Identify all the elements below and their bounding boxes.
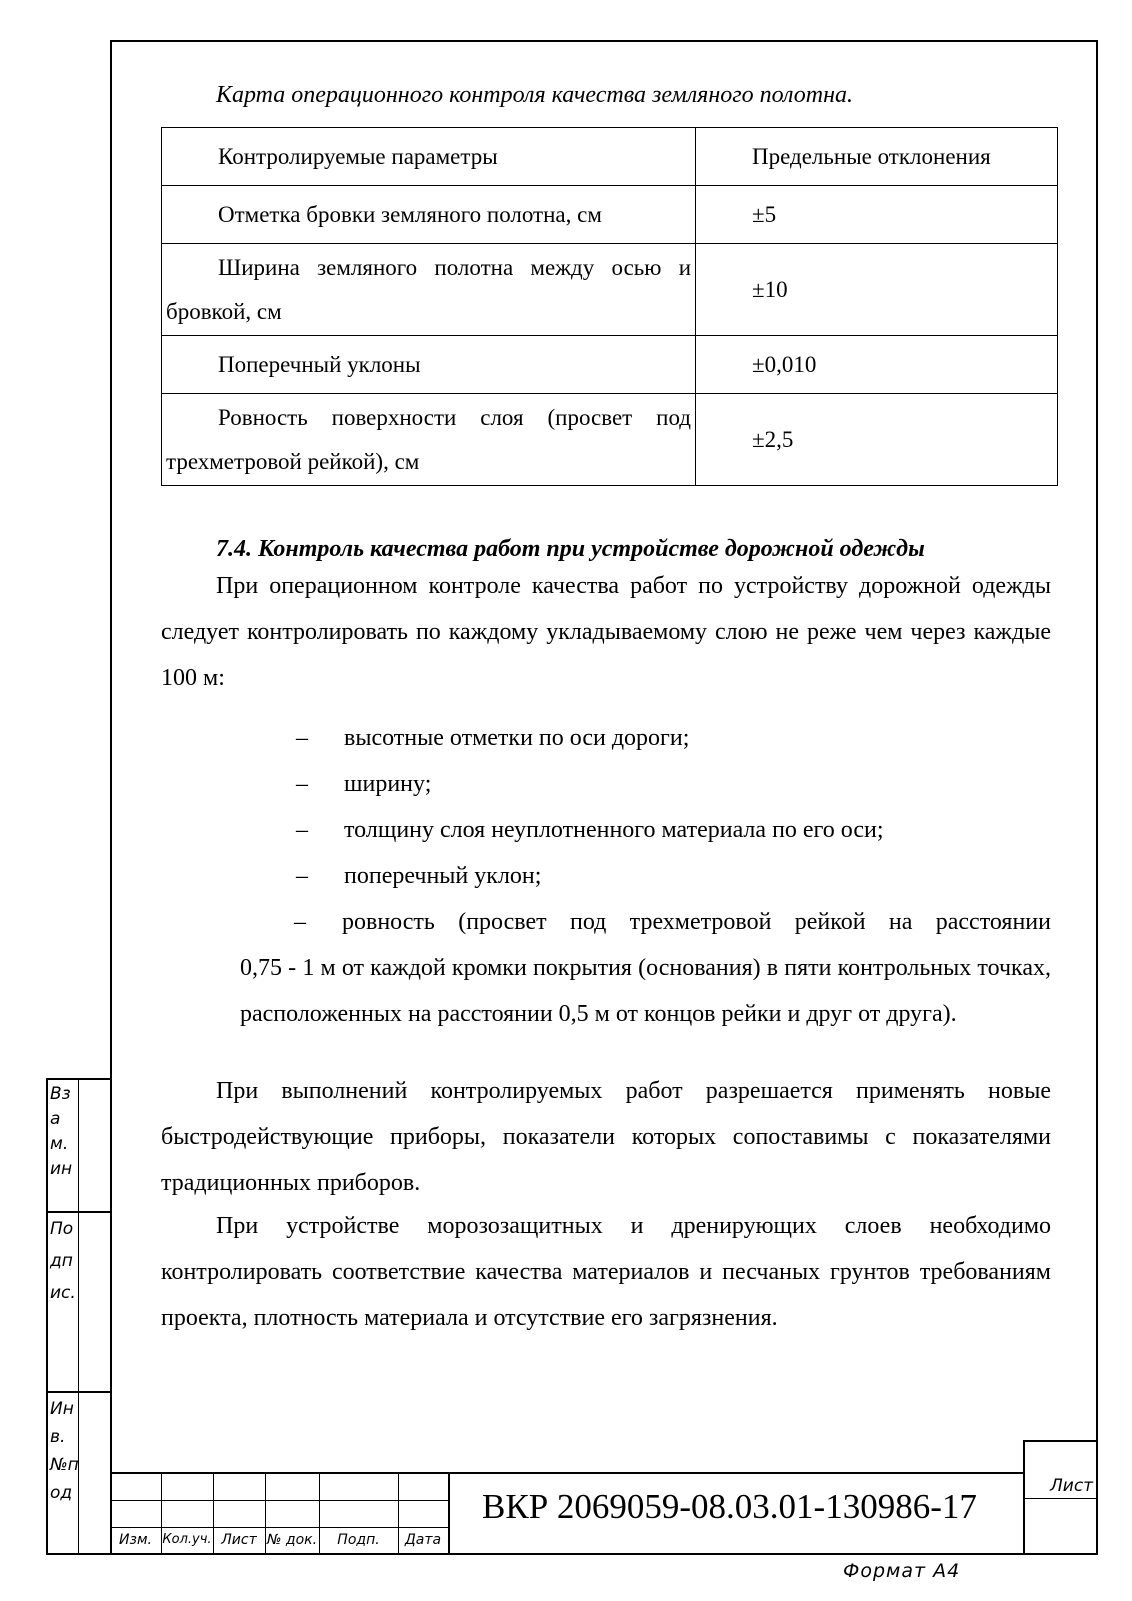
value-cell: ±10 [696, 244, 1058, 336]
paragraph-devices: При выполнений контролируемых работ разрешается применять новые быстродействующие приборы, показатели которых сопоставимы с показателями традиционных приборов. [161, 1078, 1051, 1196]
param-cell: Ширина земляного полотна между осью и бровкой, см [162, 244, 696, 336]
side-stamp-box-inventory: Инв.№под [46, 1391, 110, 1555]
list-item: – высотные отметки по оси дороги; [296, 725, 690, 751]
control-table [161, 127, 1058, 486]
header-deviations: Предельные отклонения [696, 128, 1058, 186]
table-row [162, 336, 1058, 394]
header-parameters: Контролируемые параметры [162, 128, 696, 186]
sheet-label: Лист [1050, 1476, 1094, 1496]
param-cell: Отметка бровки земляного полотна, см [162, 186, 696, 244]
section-heading: 7.4. Контроль качества работ при устройстве дорожной одежды [216, 536, 925, 562]
param-cell: Ровность поверхности слоя (просвет под трехметровой рейкой), см [162, 394, 696, 486]
value-cell: ±2,5 [696, 394, 1058, 486]
table-row [162, 244, 1058, 336]
list-item: – поперечный уклон; [296, 863, 542, 889]
table-row [162, 186, 1058, 244]
list-item: – ширину; [296, 771, 432, 797]
table-caption: Карта операционного контроля качества земляного полотна. [216, 82, 854, 108]
paragraph-frost-layers: При устройстве морозозащитных и дренирующих слоев необходимо контролировать соответствие качества материалов и песчаных грунтов требованиям проекта, плотность материала и отсутствие его загрязнения. [161, 1213, 1051, 1331]
check-list [240, 715, 1051, 1037]
side-stamp-box-replacement: Взам.ин [46, 1078, 110, 1213]
document-code: ВКР 2069059-08.03.01-130986-17 [482, 1487, 977, 1526]
paragraph-intro: При операционном контроле качества работ по устройству дорожной одежды следует контролировать по каждому укладываемому слою не реже чем через каждые 100 м: [161, 573, 1051, 691]
value-cell: ±0,010 [696, 336, 1058, 394]
list-item: – ровность (просвет под трехметровой рейкой на расстоянии 0,75 - 1 м от каждой кромки покрытия (основания) в пяти контрольных точках, расположенных на расстоянии 0,5 м от концов рейки и друг от друга). [240, 909, 1051, 1027]
format-label: Формат А4 [843, 1560, 961, 1582]
value-cell: ±5 [696, 186, 1058, 244]
title-block: Изм. Кол.уч. Лист № док. Подп. Дата [110, 1472, 1098, 1555]
param-cell: Поперечный уклоны [162, 336, 696, 394]
table-row [162, 394, 1058, 486]
table-header-row [162, 128, 1058, 186]
side-stamp-box-signature: Подпис. [46, 1211, 110, 1393]
list-item: – толщину слоя неуплотненного материала по его оси; [296, 817, 884, 843]
